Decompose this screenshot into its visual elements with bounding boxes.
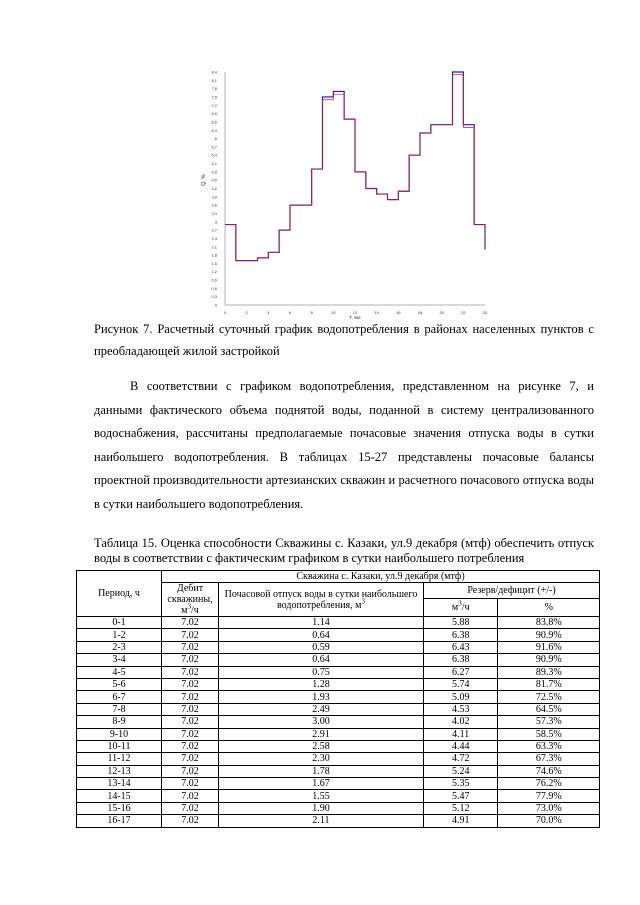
- cell-reserve: 6.38: [424, 654, 498, 666]
- cell-pct: 89.3%: [498, 666, 600, 678]
- table-row: [77, 641, 600, 653]
- y-tick-label: 4,8: [211, 169, 217, 175]
- col-debit-unit: м: [181, 605, 188, 616]
- x-axis-label: T, час: [349, 315, 361, 320]
- cell-period: 11-12: [77, 753, 162, 765]
- col-debit-header: [162, 583, 219, 617]
- cell-debit: 7.02: [162, 778, 219, 790]
- cell-period: 12-13: [77, 765, 162, 777]
- cell-reserve: 5.88: [424, 617, 498, 629]
- cell-hourly: 1.14: [219, 617, 424, 629]
- table-row: [77, 629, 600, 641]
- x-tick-label: 12: [352, 310, 358, 315]
- cell-pct: 58.5%: [498, 728, 600, 740]
- table-row: [77, 753, 600, 765]
- y-tick-label: 0,6: [211, 285, 217, 291]
- col-reserve-m3-text: м: [451, 602, 459, 613]
- cell-pct: 63.3%: [498, 740, 600, 752]
- cell-pct: 70.0%: [498, 815, 600, 827]
- cell-period: 16-17: [77, 815, 162, 827]
- x-tick-label: 22: [461, 310, 466, 315]
- cell-hourly: 0.64: [219, 654, 424, 666]
- cell-pct: 76.2%: [498, 778, 600, 790]
- cell-debit: 7.02: [162, 691, 219, 703]
- cell-hourly: 1.55: [219, 790, 424, 802]
- table-caption: Таблица 15. Оценка способности Скважины с. Казаки, ул.9 декабря (мтф) обеспечить отпуск воды в соответствии с фактическим графиком в сутки наибольшего потребления: [94, 536, 594, 565]
- table-row: [77, 654, 600, 666]
- y-tick-label: 6: [214, 136, 217, 142]
- x-tick-label: 10: [331, 310, 336, 315]
- x-tick-label: 0: [223, 310, 227, 315]
- cell-pct: 77.9%: [498, 790, 600, 802]
- y-tick-label: 5,7: [211, 144, 217, 150]
- y-tick-label: 4,5: [211, 177, 217, 183]
- cell-period: 8-9: [77, 716, 162, 728]
- cell-period: 5-6: [77, 678, 162, 690]
- cell-period: 4-5: [77, 666, 162, 678]
- y-tick-label: 6,3: [211, 127, 217, 133]
- y-tick-label: 8,4: [211, 69, 217, 75]
- cell-hourly: 2.49: [219, 703, 424, 715]
- table-row: [77, 765, 600, 777]
- col-debit-unit-exp: 3: [187, 602, 191, 611]
- cell-period: 6-7: [77, 691, 162, 703]
- cell-hourly: 0.75: [219, 666, 424, 678]
- chart-series: [225, 72, 485, 261]
- x-tick-label: 4: [267, 310, 270, 315]
- cell-debit: 7.02: [162, 765, 219, 777]
- cell-period: 1-2: [77, 629, 162, 641]
- table-row: [77, 778, 600, 790]
- col-debit-text: Дебит скважины,: [167, 583, 213, 605]
- col-debit-unit-tail: /ч: [191, 605, 199, 616]
- table-row: [77, 802, 600, 814]
- y-tick-label: 3,6: [211, 202, 217, 208]
- cell-period: 13-14: [77, 778, 162, 790]
- cell-hourly: 1.28: [219, 678, 424, 690]
- table-row: [77, 740, 600, 752]
- table-row: [77, 716, 600, 728]
- cell-reserve: 5.24: [424, 765, 498, 777]
- cell-reserve: 5.09: [424, 691, 498, 703]
- table-row: [77, 815, 600, 827]
- cell-debit: 7.02: [162, 728, 219, 740]
- y-tick-label: 0,9: [211, 277, 217, 283]
- col-hourly-header: [219, 583, 424, 617]
- cell-debit: 7.02: [162, 617, 219, 629]
- cell-debit: 7.02: [162, 802, 219, 814]
- balance-table: [76, 570, 600, 828]
- cell-hourly: 2.58: [219, 740, 424, 752]
- water-consumption-chart: [195, 62, 495, 320]
- cell-debit: 7.02: [162, 629, 219, 641]
- y-tick-label: 5,4: [211, 152, 217, 158]
- table-row: [77, 678, 600, 690]
- y-tick-label: 1,5: [211, 260, 217, 266]
- cell-reserve: 4.44: [424, 740, 498, 752]
- table-row: [77, 703, 600, 715]
- cell-reserve: 6.43: [424, 641, 498, 653]
- col-hourly-exp: 3: [361, 597, 365, 606]
- figure-caption: Рисунок 7. Расчетный суточный график водопотребления в районах населенных пунктов с преобладающей жилой застройкой: [94, 322, 594, 358]
- x-tick-label: 6: [288, 310, 292, 315]
- body-paragraph: В соответствии с графиком водопотребления, представленном на рисунке 7, и данными фактического объема поднятой воды, поданной в систему централизованного водоснабжения, рассчитаны предполагаемые почасовые значения отпуска воды в сутки наибольшего водопотребления. В таблицах 15-27 представлены почасовые балансы проектной производительности артезианских скважин и расчетного почасового отпуска воды в сутки наибольшего водопотребления.: [94, 379, 594, 511]
- cell-hourly: 0.59: [219, 641, 424, 653]
- y-tick-label: 3: [214, 219, 217, 225]
- cell-hourly: 2.11: [219, 815, 424, 827]
- cell-hourly: 2.30: [219, 753, 424, 765]
- cell-period: 14-15: [77, 790, 162, 802]
- cell-period: 3-4: [77, 654, 162, 666]
- y-tick-label: 6,6: [211, 119, 217, 125]
- y-tick-label: 7,8: [211, 86, 217, 92]
- cell-hourly: 1.67: [219, 778, 424, 790]
- cell-pct: 81.7%: [498, 678, 600, 690]
- cell-period: 0-1: [77, 617, 162, 629]
- cell-reserve: 6.38: [424, 629, 498, 641]
- y-tick-label: 2,1: [211, 244, 217, 250]
- y-axis-label: Q, %: [201, 174, 207, 186]
- cell-hourly: 2.91: [219, 728, 424, 740]
- cell-hourly: 1.93: [219, 691, 424, 703]
- y-tick-label: 1,8: [211, 252, 217, 258]
- chart-axes: [225, 72, 485, 305]
- cell-reserve: 4.11: [424, 728, 498, 740]
- col-reserve-header: Резерв/дефицит (+/-): [424, 583, 600, 599]
- cell-pct: 72.5%: [498, 691, 600, 703]
- cell-hourly: 1.90: [219, 802, 424, 814]
- cell-debit: 7.02: [162, 716, 219, 728]
- x-tick-label: 20: [439, 310, 444, 315]
- cell-debit: 7.02: [162, 815, 219, 827]
- cell-debit: 7.02: [162, 654, 219, 666]
- cell-debit: 7.02: [162, 703, 219, 715]
- cell-reserve: 4.72: [424, 753, 498, 765]
- cell-period: 2-3: [77, 641, 162, 653]
- cell-debit: 7.02: [162, 740, 219, 752]
- cell-debit: 7.02: [162, 753, 219, 765]
- cell-reserve: 6.27: [424, 666, 498, 678]
- col-reserve-m3-exp: 3: [458, 599, 462, 608]
- cell-hourly: 1.78: [219, 765, 424, 777]
- cell-pct: 91.6%: [498, 641, 600, 653]
- y-tick-label: 7,5: [211, 94, 217, 100]
- y-tick-label: 5,1: [211, 161, 217, 167]
- cell-period: 10-11: [77, 740, 162, 752]
- table-body: [77, 617, 600, 828]
- y-tick-label: 2,7: [211, 227, 217, 233]
- cell-reserve: 5.74: [424, 678, 498, 690]
- x-tick-label: 24: [482, 310, 488, 315]
- cell-pct: 74.6%: [498, 765, 600, 777]
- y-tick-label: 2,4: [211, 235, 217, 241]
- col-hourly-text: Почасовой отпуск воды в сутки наибольшего водопотребления, м: [224, 588, 418, 611]
- cell-pct: 90.9%: [498, 629, 600, 641]
- cell-debit: 7.02: [162, 666, 219, 678]
- cell-reserve: 4.53: [424, 703, 498, 715]
- x-tick-label: 18: [417, 310, 423, 315]
- col-reserve-m3-header: [424, 599, 498, 617]
- y-tick-label: 3,9: [211, 194, 217, 200]
- table-row: [77, 790, 600, 802]
- table-row: [77, 728, 600, 740]
- table-row: [77, 617, 600, 629]
- x-tick-label: 2: [245, 310, 248, 315]
- cell-debit: 7.02: [162, 678, 219, 690]
- y-tick-label: 0,3: [211, 294, 217, 300]
- col-reserve-pct-header: %: [498, 599, 600, 617]
- x-tick-label: 8: [310, 310, 313, 315]
- cell-pct: 83.8%: [498, 617, 600, 629]
- cell-debit: 7.02: [162, 790, 219, 802]
- cell-reserve: 5.12: [424, 802, 498, 814]
- cell-hourly: 0.64: [219, 629, 424, 641]
- y-tick-label: 3,3: [211, 210, 217, 216]
- well-group-header: Скважина с. Казаки, ул.9 декабря (мтф): [162, 571, 600, 583]
- cell-period: 9-10: [77, 728, 162, 740]
- x-tick-label: 16: [396, 310, 401, 315]
- col-reserve-m3-tail: /ч: [461, 602, 470, 613]
- y-tick-label: 7,2: [211, 102, 217, 108]
- y-tick-label: 8,1: [211, 77, 217, 83]
- cell-pct: 73.0%: [498, 802, 600, 814]
- cell-period: 7-8: [77, 703, 162, 715]
- cell-pct: 90.9%: [498, 654, 600, 666]
- y-tick-label: 1,2: [211, 269, 217, 275]
- cell-pct: 64.5%: [498, 703, 600, 715]
- series-line-actual: [225, 75, 485, 261]
- col-period-header: Период, ч: [77, 571, 162, 617]
- y-tick-labels: [211, 70, 217, 308]
- cell-pct: 67.3%: [498, 753, 600, 765]
- cell-debit: 7.02: [162, 641, 219, 653]
- y-tick-label: 0: [214, 302, 217, 308]
- cell-reserve: 4.02: [424, 716, 498, 728]
- cell-pct: 57.3%: [498, 716, 600, 728]
- cell-reserve: 5.47: [424, 790, 498, 802]
- y-tick-label: 6,9: [211, 111, 217, 117]
- cell-period: 15-16: [77, 802, 162, 814]
- x-tick-label: 14: [374, 310, 379, 315]
- table-row: [77, 666, 600, 678]
- table-row: [77, 691, 600, 703]
- y-tick-label: 4,2: [211, 186, 217, 191]
- cell-hourly: 3.00: [219, 716, 424, 728]
- cell-reserve: 4.91: [424, 815, 498, 827]
- cell-reserve: 5.35: [424, 778, 498, 790]
